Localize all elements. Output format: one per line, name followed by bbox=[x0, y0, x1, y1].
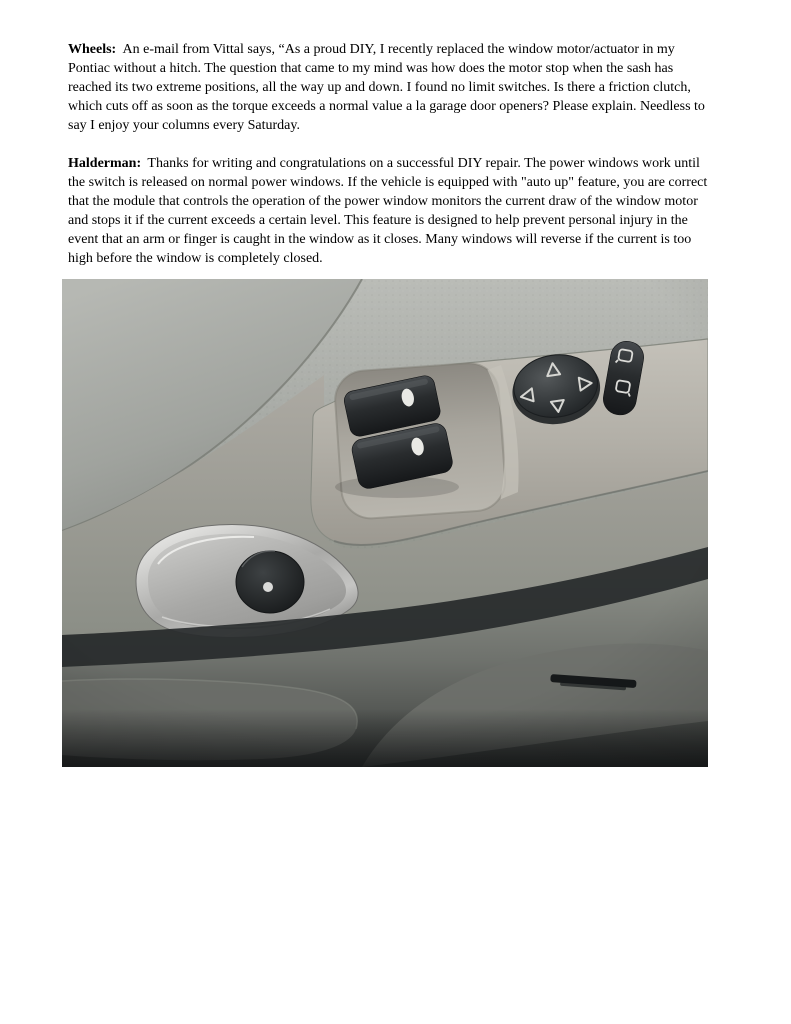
article-text bbox=[68, 40, 714, 287]
photo-vignette bbox=[62, 279, 708, 767]
answer-paragraph bbox=[68, 154, 714, 268]
answer-text: Thanks for writing and congratulations on a successful DIY repair. The power windows work until the switch is released on normal power windows. If the vehicle is equipped with "auto up" feature, you are correct that the module that controls the operation of the power window monitors the current draw of the window motor and stops it if the current exceeds a certain level. This feature is designed to help prevent personal injury in the event that an arm or finger is caught in the window as it closes. Many windows will reverse if the current is too high before the window is completely closed. bbox=[68, 156, 708, 266]
speaker-label-halderman: Halderman: bbox=[68, 156, 142, 171]
speaker-label-wheels: Wheels: bbox=[68, 42, 117, 57]
door-panel-photo bbox=[62, 279, 708, 767]
question-paragraph bbox=[68, 40, 714, 135]
question-text: An e-mail from Vittal says, “As a proud DIY, I recently replaced the window motor/actuator in my Pontiac without a hitch. The question that came to my mind was how does the motor stop when the sash has reached its two extreme positions, all the way up and down. I found no limit switches. Is there a friction clutch, which cuts off as soon as the torque exceeds a normal value a la garage door openers? Please explain. Needless to say I enjoy your columns every Saturday. bbox=[68, 42, 705, 133]
door-panel-photo-svg bbox=[62, 279, 708, 767]
